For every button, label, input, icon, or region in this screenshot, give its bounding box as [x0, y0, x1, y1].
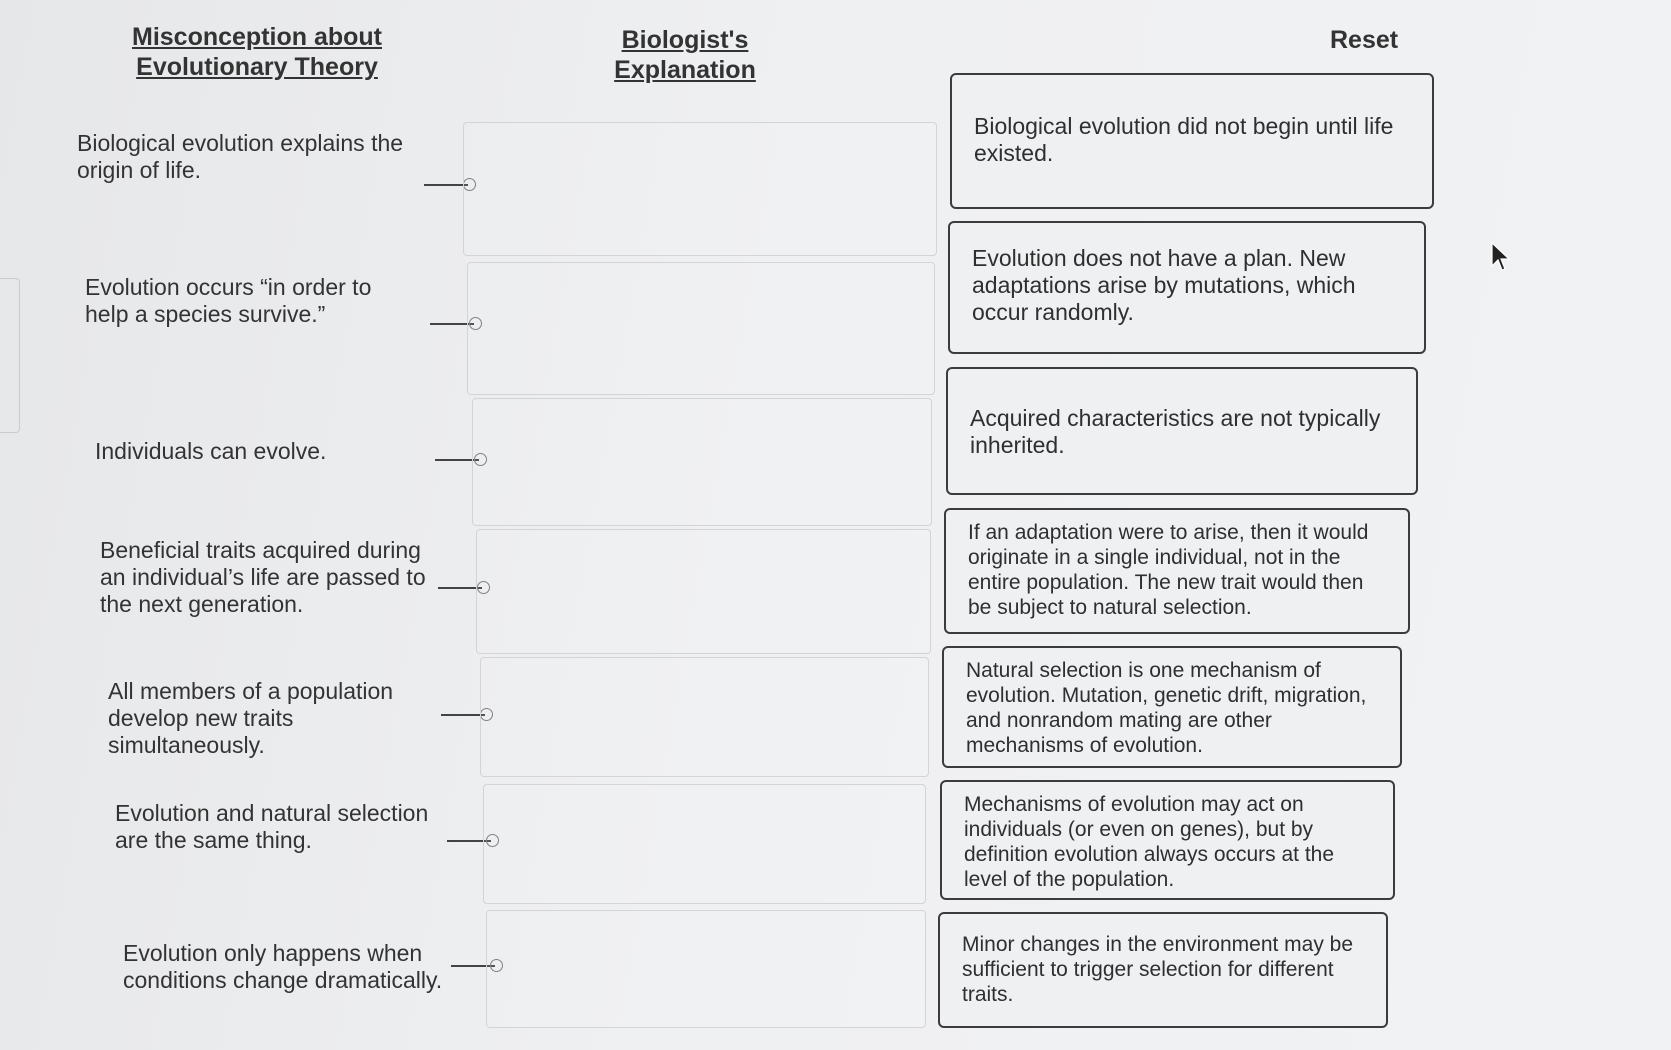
connector-5: [441, 714, 485, 716]
connector-1: [424, 184, 468, 186]
misconception-1: Biological evolution explains the origin of life.: [77, 130, 404, 183]
drop-target-6[interactable]: [483, 784, 926, 904]
drop-target-1[interactable]: [463, 122, 937, 256]
drop-target-5[interactable]: [480, 657, 929, 777]
misconception-6: Evolution and natural selection are the same thing.: [115, 800, 429, 853]
misconception-2: Evolution occurs “in order to help a species survive.”: [85, 274, 372, 327]
mouse-pointer-icon: [1490, 242, 1510, 272]
answer-card-6[interactable]: Mechanisms of evolution may act on individuals (or even on genes), but by definition evolution always occurs at the level of the population.: [940, 780, 1395, 900]
drop-target-7[interactable]: [486, 910, 926, 1028]
answer-card-2[interactable]: Evolution does not have a plan. New adaptations arise by mutations, which occur randomly.: [948, 221, 1426, 354]
answer-card-7[interactable]: Minor changes in the environment may be sufficient to trigger selection for different traits.: [938, 912, 1388, 1028]
answer-card-3[interactable]: Acquired characteristics are not typically inherited.: [946, 367, 1418, 495]
reset-button[interactable]: Reset: [1330, 26, 1399, 54]
drop-target-3[interactable]: [472, 398, 932, 526]
answer-card-4[interactable]: If an adaptation were to arise, then it would originate in a single individual, not in the entire population. The new trait would then be subject to natural selection.: [944, 508, 1410, 634]
misconception-3: Individuals can evolve.: [95, 438, 327, 464]
answer-card-5[interactable]: Natural selection is one mechanism of evolution. Mutation, genetic drift, migration, and nonrandom mating are other mechanisms of evolution.: [942, 646, 1402, 768]
misconception-7: Evolution only happens when conditions change dramatically.: [123, 940, 443, 993]
misconception-4: Beneficial traits acquired during an individual’s life are passed to the next generation.: [100, 537, 426, 617]
drop-target-4[interactable]: [476, 529, 931, 654]
answer-card-1[interactable]: Biological evolution did not begin until life existed.: [950, 73, 1434, 209]
explanation-column-header: Biologist's Explanation: [614, 26, 756, 84]
drop-target-2[interactable]: [467, 262, 935, 395]
misconception-5: All members of a population develop new traits simultaneously.: [108, 678, 394, 758]
misconception-column-header: Misconception about Evolutionary Theory: [132, 23, 382, 81]
side-panel-edge: [0, 278, 20, 433]
